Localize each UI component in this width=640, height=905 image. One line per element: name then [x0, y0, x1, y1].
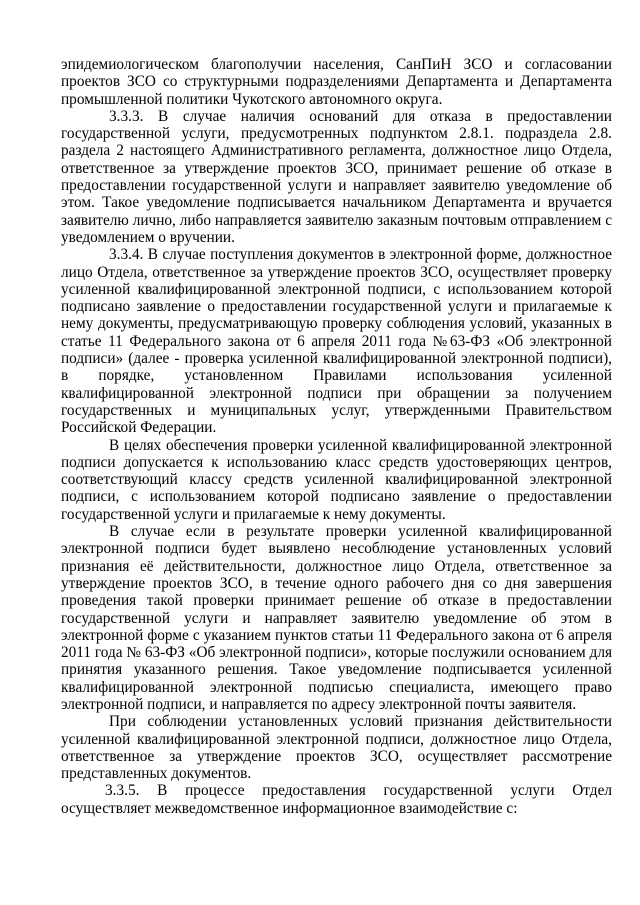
document-page — [61, 56, 612, 817]
paragraph-continuation: эпидемиологическом благополучии населения, СанПиН ЗСО и согласовании проектов ЗСО со структурными подразделениями Департамента и Департамента промышленной политики Чукотского автономного округа. — [61, 56, 612, 108]
paragraph-signature-check-means: В целях обеспечения проверки усиленной квалифицированной электронной подписи допускается к использованию класс средств удостоверяющих центров, соответствующий классу средств усиленной квалифицированной электронной подписи, с использованием которой подписано заявление о предоставлении государственной услуги и прилагаемые к нему документы. — [61, 436, 612, 523]
paragraph-signature-invalid: В случае если в результате проверки усиленной квалифицированной электронной подписи будет выявлено несоблюдение установленных условий признания её действительности, должностное лицо Отдела, ответственное за утверждение проектов ЗСО, в течение одного рабочего дня со дня завершения проведения такой проверки принимает решение об отказе в предоставлении государственной услуги и направляет заявителю уведомление об этом в электронной форме с указанием пунктов статьи 11 Федерального закона от 6 апреля 2011 года № 63-ФЗ «Об электронной подписи», которые послужили основанием для принятия указанного решения. Такое уведомление подписывается усиленной квалифицированной электронной подписью специалиста, имеющего право электронной подписи, и направляется по адресу электронной почты заявителя. — [61, 523, 612, 713]
paragraph-3-3-3: 3.3.3. В случае наличия оснований для отказа в предоставлении государственной услуги, предусмотренных подпунктом 2.8.1. подраздела 2.8. раздела 2 настоящего Административного регламента, должностное лицо Отдела, ответственное за утверждение проектов ЗСО, принимает решение об отказе в предоставлении государственной услуги и направляет заявителю уведомление об этом. Такое уведомление подписывается начальником Департамента и вручается заявителю лично, либо направляется заявителю заказным почтовым отправлением с уведомлением о вручении. — [61, 107, 612, 246]
paragraph-3-3-4: 3.3.4. В случае поступления документов в электронной форме, должностное лицо Отдела, ответственное за утверждение проектов ЗСО, осуществляет проверку усиленной квалифицированной электронной подписи, с использованием которой подписано заявление о предоставлении государственной услуги и прилагаемые к нему документы, предусматривающую проверку соблюдения условий, указанных в статье 11 Федерального закона от 6 апреля 2011 года №63-ФЗ «Об электронной подписи» (далее - проверка усиленной квалифицированной электронной подписи), в порядке, установленном Правилами использования усиленной квалифицированной электронной подписи при обращении за получением государственных и муниципальных услуг, утвержденными Правительством Российской Федерации. — [61, 246, 612, 437]
paragraph-signature-valid: При соблюдении установленных условий признания действительности усиленной квалифицированной электронной подписи, должностное лицо Отдела, ответственное за утверждение проектов ЗСО, осуществляет рассмотрение представленных документов. — [61, 713, 612, 783]
paragraph-3-3-5: 3.3.5. В процессе предоставления государственной услуги Отдел осуществляет межведомственное информационное взаимодействие с: — [61, 782, 612, 817]
